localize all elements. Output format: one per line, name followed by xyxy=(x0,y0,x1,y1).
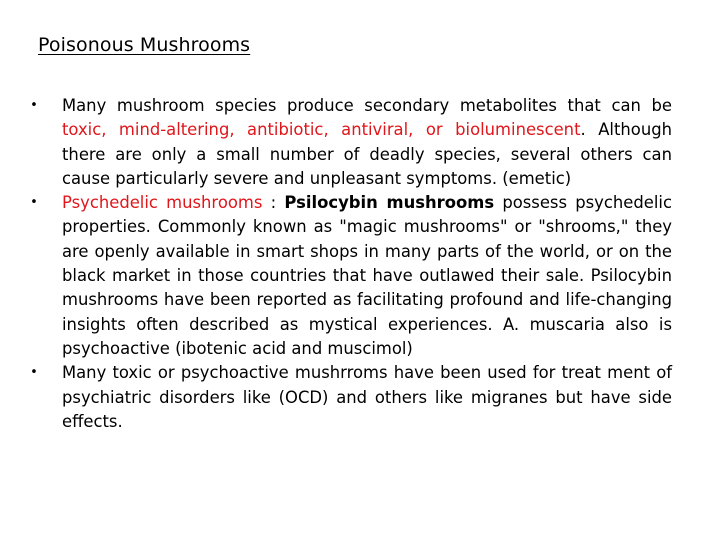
bullet-icon: • xyxy=(30,98,38,113)
bullet-list xyxy=(28,94,672,434)
bullet-icon: • xyxy=(30,195,38,211)
bullet-text: . Although there are only a small number of deadly species, several others can cause particularly severe and unpleasant symptoms. (emetic) xyxy=(62,120,672,188)
bullet-item-treatment xyxy=(28,361,672,434)
bullet-text: possess psychedelic properties. Commonly known as "magic mushrooms" or "shrooms," they are openly available in smart shops in many parts of the world, or on the black market in those countries that have outlawed their sale. Psilocybin mushrooms have been reported as facilitating profound and life-changing insights often described as mystical experiences. A. muscaria also is psychoactive (ibotenic acid and muscimol) xyxy=(62,193,672,358)
bullet-text: Many mushroom species produce secondary metabolites that can be xyxy=(62,96,672,115)
highlight-text: toxic, mind-altering, antibiotic, antiviral, or bioluminescent xyxy=(62,120,581,140)
bullet-item-psychedelic xyxy=(28,191,672,361)
slide-title: Poisonous Mushrooms xyxy=(38,34,251,56)
highlight-text: Psychedelic mushrooms xyxy=(62,193,263,213)
bullet-icon: • xyxy=(30,365,38,381)
bullet-text: : xyxy=(262,193,285,213)
bullet-item-metabolites xyxy=(28,94,672,191)
bullet-text: Many toxic or psychoactive mushrroms have been used for treat ment of psychiatric disorders like (OCD) and others like migranes but have side effects. xyxy=(62,363,672,431)
bold-term: Psilocybin mushrooms xyxy=(284,193,495,213)
